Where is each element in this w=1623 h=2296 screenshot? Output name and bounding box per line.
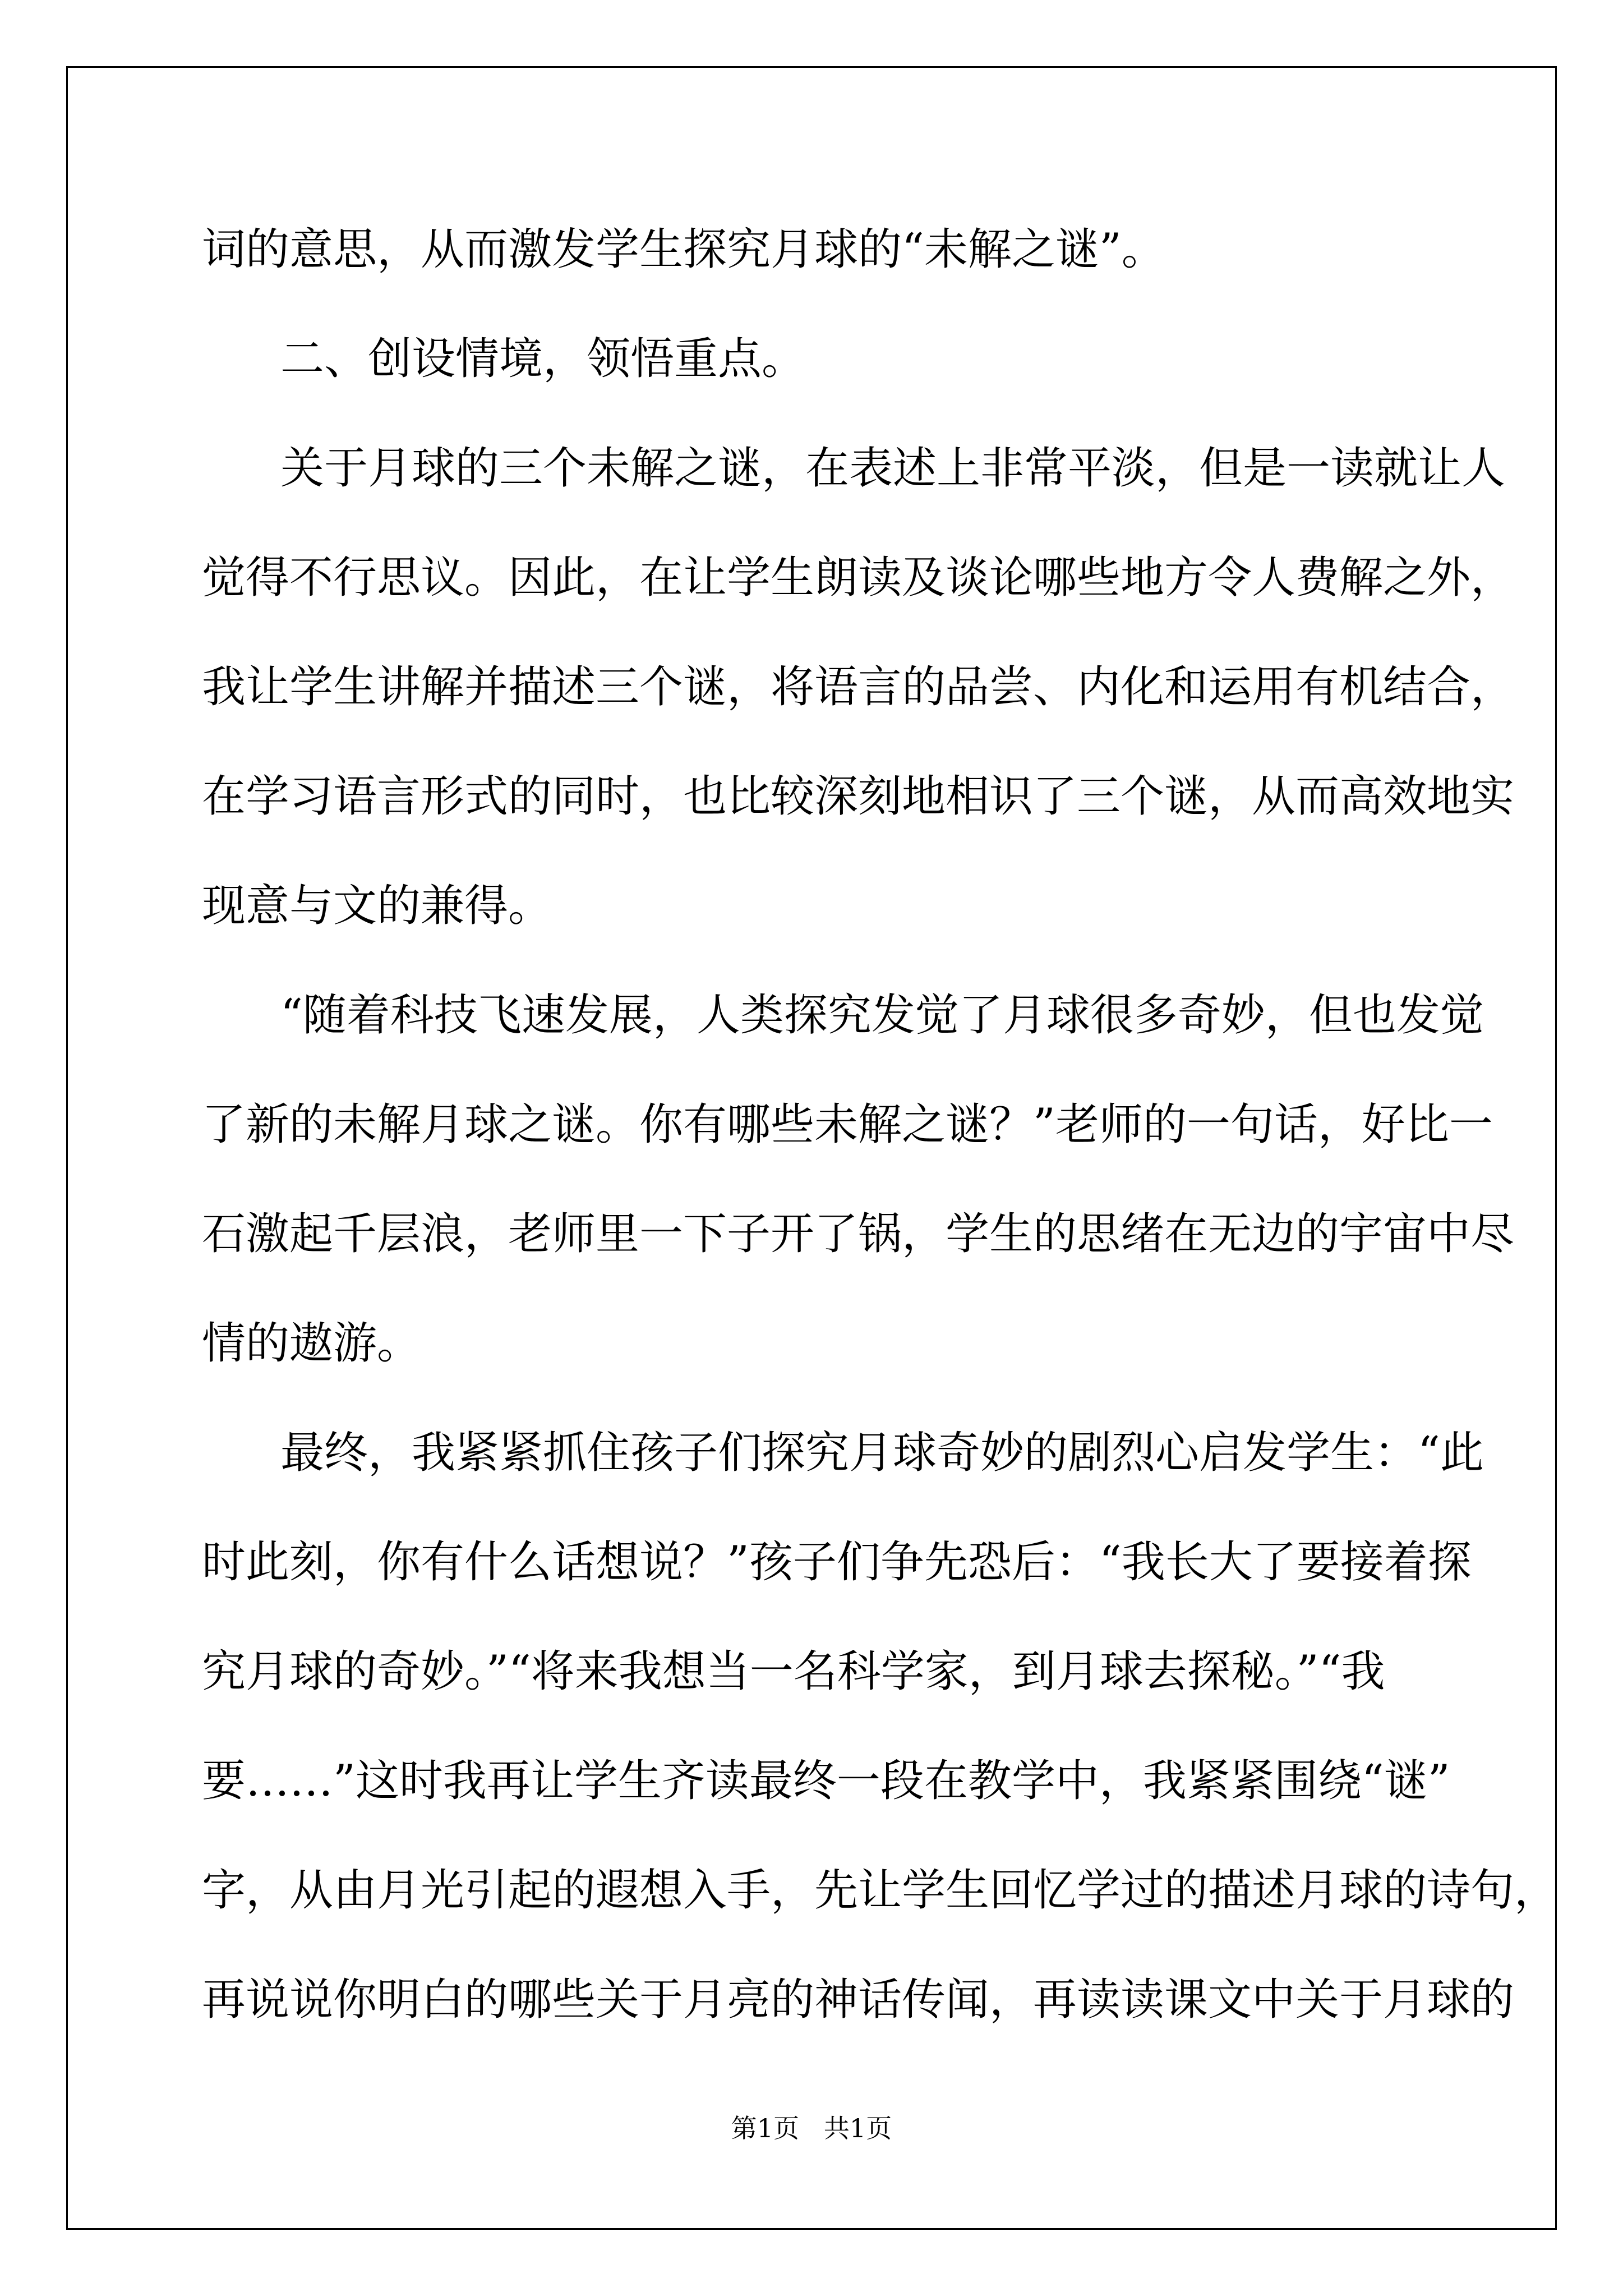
page-number-footer: 第1页 共1页 xyxy=(731,2113,892,2143)
text-line: 最终，我紧紧抓住孩子们探究月球奇妙的剧烈心启发学生：“此 xyxy=(280,1428,1484,1478)
text-line: 关于月球的三个未解之谜，在表述上非常平淡，但是一读就让人 xyxy=(280,443,1506,494)
text-line: 词的意思，从而激发学生探究月球的“未解之谜”。 xyxy=(202,224,1165,275)
text-line: 字，从由月光引起的遐想入手，先让学生回忆学过的描述月球的诗句， xyxy=(202,1865,1559,1916)
text-line: 再说说你明白的哪些关于月亮的神话传闻，再读读课文中关于月球的 xyxy=(202,1975,1515,2025)
text-line: 我让学生讲解并描述三个谜，将语言的品尝、内化和运用有机结合， xyxy=(202,662,1515,712)
text-line: 现意与文的兼得。 xyxy=(202,881,552,931)
text-line: 石激起千层浪，老师里一下子开了锅，学生的思绪在无边的宇宙中尽 xyxy=(202,1209,1515,1259)
text-line: “随着科技飞速发展，人类探究发觉了月球很多奇妙，但也发觉 xyxy=(280,990,1484,1041)
text-line: 在学习语言形式的同时，也比较深刻地相识了三个谜，从而高效地实 xyxy=(202,771,1515,822)
section-heading: 二、创设情境，领悟重点。 xyxy=(280,334,806,384)
text-line: 了新的未解月球之谜。你有哪些未解之谜？”老师的一句话，好比一 xyxy=(202,1099,1493,1150)
text-line: 要……”这时我再让学生齐读最终一段在教学中，我紧紧围绕“谜” xyxy=(202,1756,1450,1806)
text-line: 时此刻，你有什么话想说？”孩子们争先恐后：“我长大了要接着探 xyxy=(202,1537,1472,1588)
text-line: 觉得不行思议。因此，在让学生朗读及谈论哪些地方令人费解之外， xyxy=(202,553,1515,603)
text-line: 究月球的奇妙。”“将来我想当一名科学家，到月球去探秘。”“我 xyxy=(202,1646,1385,1697)
text-line: 情的遨游。 xyxy=(202,1318,421,1369)
